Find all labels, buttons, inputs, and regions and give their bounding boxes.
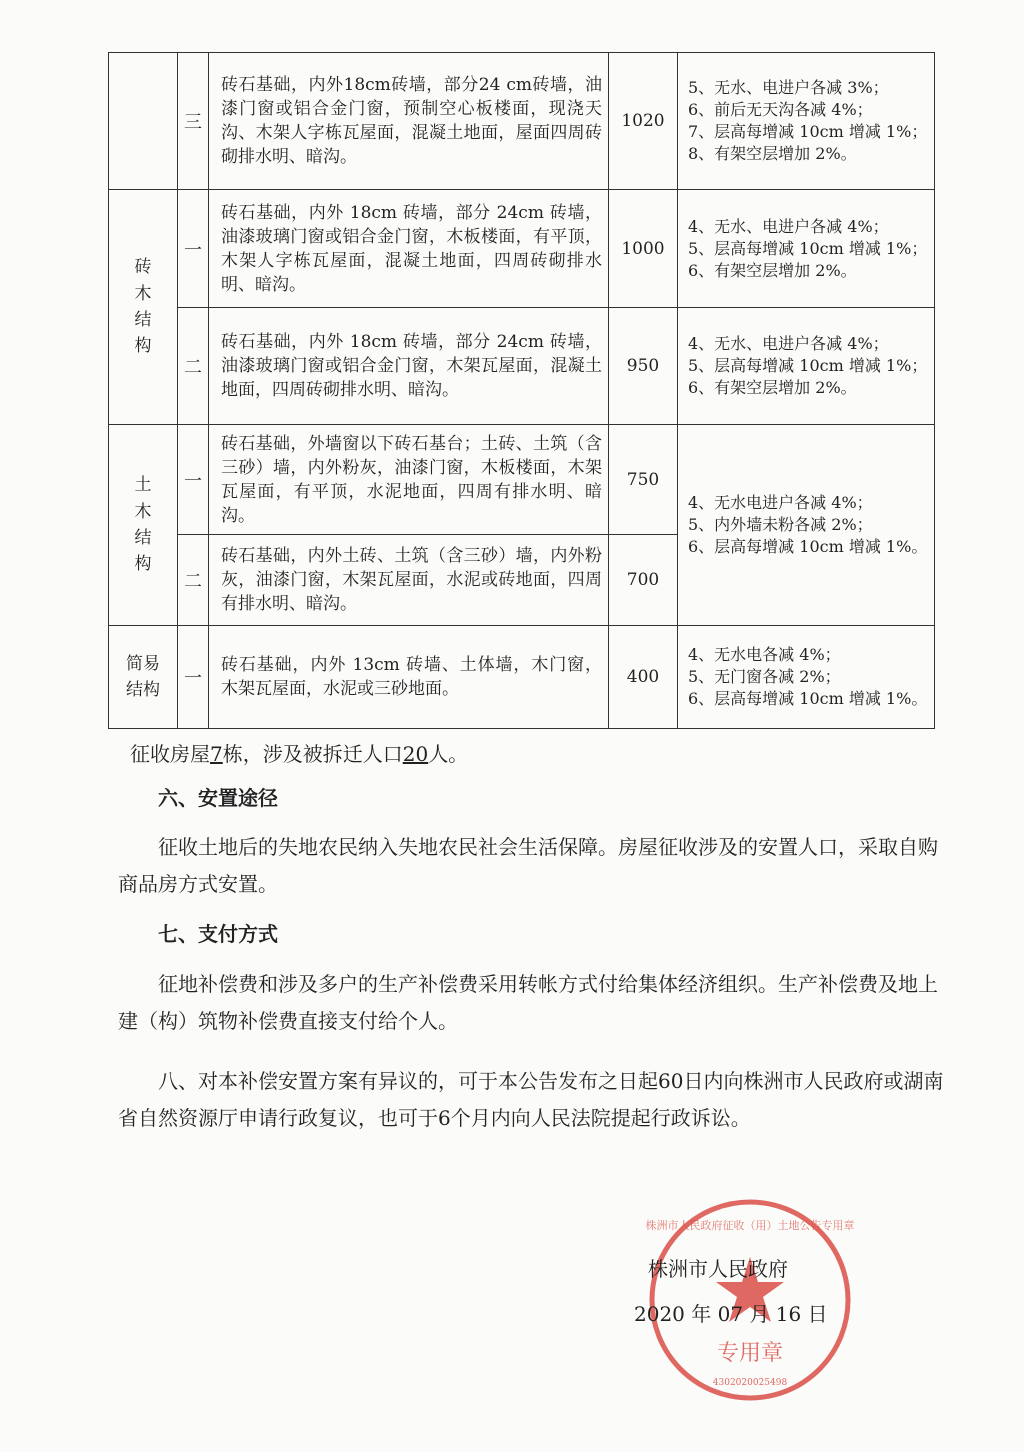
table-row (109, 190, 935, 308)
note-item: 4、无水电各减 4%； (688, 645, 841, 664)
price-cell: 750 (609, 425, 678, 535)
grade-cell: 二 (178, 535, 209, 626)
grade-cell: 一 (178, 626, 209, 729)
section8-text: 八、对本补偿安置方案有异议的，可于本公告发布之日起60日内向株洲市人民政府或湖南省自然资源厅申请行政复议，也可于6个月内向人民法院提起行政诉讼。 (118, 1069, 944, 1130)
note-item: 6、层高每增减 10cm 增减 1%。 (688, 689, 928, 708)
summary-text: 人。 (428, 742, 469, 766)
price-cell: 1000 (609, 190, 678, 308)
seal-code: 4302020025498 (712, 1378, 788, 1388)
note-item: 6、有架空层增加 2%。 (688, 378, 857, 397)
description-cell: 砖石基础，内外 18cm 砖墙，部分 24cm 砖墙，油漆玻璃门窗或铝合金门窗，木架瓦屋面，混凝土地面，四周砖砌排水明、暗沟。 (209, 308, 609, 425)
section7-text: 征地补偿费和涉及多户的生产补偿费采用转帐方式付给集体经济组织。生产补偿费及地上建（构）筑物补偿费直接支付给个人。 (118, 972, 938, 1033)
category-cell (109, 626, 178, 729)
price-cell: 700 (609, 535, 678, 626)
notes-cell (678, 626, 935, 729)
note-item: 5、层高每增减 10cm 增减 1%； (688, 356, 928, 375)
section6-text: 征收土地后的失地农民纳入失地农民社会生活保障。房屋征收涉及的安置人口，采取自购商品房方式安置。 (118, 835, 938, 896)
category-label: 简易结构 (126, 653, 160, 700)
section6-heading: 六、安置途径 (158, 786, 278, 810)
price-cell: 950 (609, 308, 678, 425)
people-count: 20 (402, 742, 429, 766)
grade-cell: 三 (178, 53, 209, 190)
note-item: 6、有架空层增加 2%。 (688, 260, 857, 280)
seal-center-text: 专用章 (716, 1341, 784, 1366)
grade-cell: 一 (178, 190, 209, 308)
summary-line (130, 736, 960, 773)
note-item: 6、层高每增减 10cm 增减 1%。 (688, 537, 928, 556)
grade-cell: 二 (178, 308, 209, 425)
note-item: 5、层高每增减 10cm 增减 1%； (688, 238, 928, 258)
notes-cell (678, 190, 935, 308)
table-row (109, 308, 935, 425)
description-cell: 砖石基础，内外土砖、土筑（含三砂）墙，内外粉灰，油漆门窗，木架瓦屋面，水泥或砖地面，四周有排水明、暗沟。 (209, 535, 609, 626)
category-cell (109, 190, 178, 425)
category-label: 土木结构 (134, 475, 152, 575)
notes-cell (678, 308, 935, 425)
description-cell: 砖石基础，内外 18cm 砖墙，部分 24cm 砖墙，油漆玻璃门窗或铝合金门窗，木板楼面，有平顶，木架人字栋瓦屋面，混凝土地面，四周砖砌排水明、暗沟。 (209, 190, 609, 308)
table-row (109, 425, 935, 535)
grade-cell: 一 (178, 425, 209, 535)
notes-cell (678, 425, 935, 626)
seal-ring-text: 株洲市人民政府征收（用）土地公告专用章 (645, 1219, 855, 1232)
category-cell (109, 53, 178, 190)
description-cell: 砖石基础，内外18cm砖墙，部分24 cm砖墙，油漆门窗或铝合金门窗，预制空心板楼面，现浇天沟、木架人字栋瓦屋面，混凝土地面，屋面四周砖砌排水明、暗沟。 (209, 53, 609, 190)
table-row (109, 626, 935, 729)
note-item: 4、无水、电进户各减 4%； (688, 334, 889, 353)
note-item: 4、无水电进户各减 4%； (688, 493, 873, 512)
house-count: 7 (210, 742, 223, 766)
note-item: 7、层高每增减 10cm 增减 1%； (688, 122, 928, 141)
price-cell: 400 (609, 626, 678, 729)
table-row (109, 53, 935, 190)
description-cell: 砖石基础，外墙窗以下砖石基台；土砖、土筑（含三砂）墙，内外粉灰，油漆门窗，木板楼面，木架瓦屋面，有平顶，水泥地面，四周有排水明、暗沟。 (209, 425, 609, 535)
signature-date: 2020 年 07 月 16 日 (634, 1302, 828, 1326)
compensation-table (108, 52, 935, 729)
note-item: 4、无水、电进户各减 4%； (688, 216, 889, 236)
category-label: 砖木结构 (134, 257, 152, 357)
note-item: 5、无水、电进户各减 3%； (688, 78, 889, 97)
section7-heading: 七、支付方式 (158, 922, 278, 946)
category-cell (109, 425, 178, 626)
summary-text: 栋，涉及被拆迁人口 (222, 742, 403, 766)
description-cell: 砖石基础，内外 13cm 砖墙、土体墙，木门窗，木架瓦屋面，水泥或三砂地面。 (209, 626, 609, 729)
note-item: 8、有架空层增加 2%。 (688, 144, 857, 163)
notes-cell (678, 53, 935, 190)
price-cell: 1020 (609, 53, 678, 190)
summary-text: 征收房屋 (130, 742, 210, 766)
note-item: 6、前后无天沟各减 4%； (688, 100, 873, 119)
note-item: 5、无门窗各减 2%； (688, 667, 841, 686)
note-item: 5、内外墙未粉各减 2%； (688, 515, 873, 534)
signature-organization: 株洲市人民政府 (648, 1257, 788, 1281)
